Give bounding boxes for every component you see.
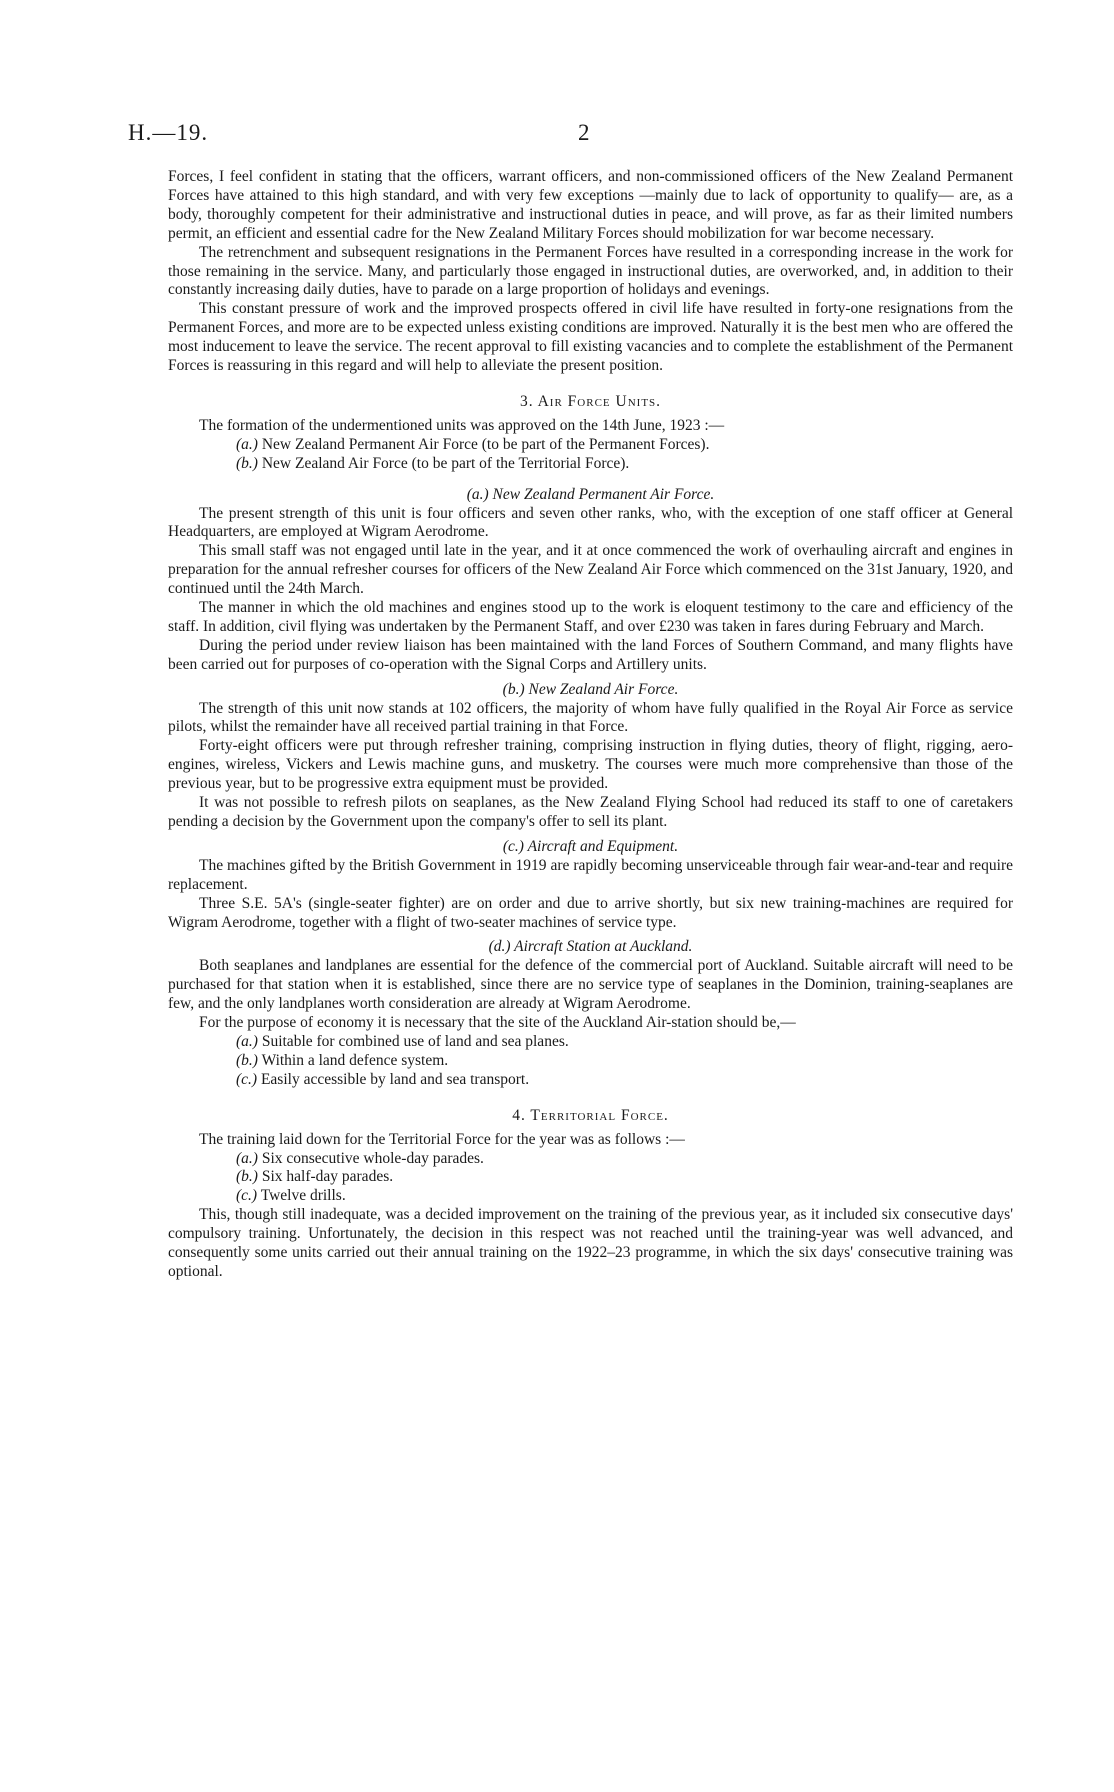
- subsection-heading: (d.) Aircraft Station at Auckland.: [488, 938, 693, 956]
- paragraph: The manner in which the old machines and engines stood up to the work is eloquent testimony to the care and efficiency of the staff. In addition, civil flying was undertaken by the Permanent Staff, and over £230 was taken in fares during February and March.: [168, 599, 1013, 635]
- list-item: (a.) New Zealand Permanent Air Force (to be part of the Permanent Forces).: [236, 435, 710, 453]
- list-item: (b.) Six half-day parades.: [236, 1168, 394, 1186]
- paragraph: The strength of this unit now stands at 102 officers, the majority of whom have fully qualified in the Royal Air Force as service pilots, whilst the remainder have all received partial training in that Force.: [168, 699, 1013, 736]
- paragraph: This, though still inadequate, was a decided improvement on the training of the previous year, as it included six consecutive days' compulsory training. Unfortunately, the decision in this respect was not reached until the training-year was well advanced, and consequently some units carried out their annual training on the 1922–23 programme, in which the six days' consecutive training was optional.: [168, 1206, 1013, 1280]
- paragraph: During the period under review liaison has been maintained with the land Forces of Southern Command, and many flights have been carried out for purposes of co-operation with the Signal Corps and Artillery units.: [168, 636, 1013, 673]
- paragraph: The training laid down for the Territorial Force for the year was as follows :—: [199, 1130, 685, 1148]
- list-item: (a.) Six consecutive whole-day parades.: [236, 1149, 484, 1167]
- list-item: (b.) New Zealand Air Force (to be part of the Territorial Force).: [236, 454, 630, 472]
- paragraph: The present strength of this unit is four officers and seven other ranks, who, with the exception of one staff officer at General Headquarters, are employed at Wigram Aerodrome.: [168, 504, 1013, 541]
- subsection-heading: (b.) New Zealand Air Force.: [502, 680, 679, 698]
- subsection-heading: (c.) Aircraft and Equipment.: [502, 837, 679, 855]
- paragraph: The retrenchment and subsequent resignations in the Permanent Forces have resulted in a corresponding increase in the work for those remaining in the service. Many, and particularly those engaged in instructional duties, are overworked, and, in addition to their constantly increasing daily duties, have to parade on a large proportion of holidays and evenings.: [168, 243, 1013, 299]
- body-text: [168, 168, 1013, 1282]
- paragraph: This small staff was not engaged until late in the year, and it at once commenced the work of overhauling aircraft and engines in preparation for the annual refresher courses for officers of the New Zealand Air Force which commenced on the 31st January, 1920, and continued until the 24th March.: [168, 542, 1013, 598]
- paragraph: Both seaplanes and landplanes are essential for the defence of the commercial port of Auckland. Suitable aircraft will need to be purchased for that station when it is established, since there are no service type of seaplanes in the Dominion, training-seaplanes are few, and the only landplanes worth consideration are already at Wigram Aerodrome.: [168, 957, 1013, 1013]
- section-heading: 3. Air Force Units.: [519, 392, 662, 410]
- paragraph: Forty-eight officers were put through refresher training, comprising instruction in flying duties, theory of flight, rigging, aero-engines, wireless, Vickers and Lewis machine guns, and musketry. The courses were much more comprehensive than those of the previous year, but to be progressive extra equipment must be provided.: [168, 737, 1013, 793]
- paragraph: It was not possible to refresh pilots on seaplanes, as the New Zealand Flying School had reduced its staff to one of caretakers pending a decision by the Government upon the company's offer to sell its plant.: [168, 794, 1013, 830]
- paragraph: Forces, I feel confident in stating that the officers, warrant officers, and non-commissioned officers of the New Zealand Permanent Forces have attained to this high standard, and with very few exceptions —mainly due to lack of opportunity to qualify— are, as a body, thoroughly competent for their administrative and instructional duties in peace, and will prove, as far as their limited numbers permit, an efficient and essential cadre for the New Zealand Military Forces should mobilization for war become necessary.: [168, 168, 1013, 242]
- document-reference: H.—19.: [128, 120, 209, 145]
- subsection-heading: (a.) New Zealand Permanent Air Force.: [466, 485, 715, 503]
- paragraph: The machines gifted by the British Government in 1919 are rapidly becoming unserviceable through fair wear-and-tear and require replacement.: [168, 856, 1013, 893]
- paragraph: The formation of the undermentioned units was approved on the 14th June, 1923 :—: [199, 416, 725, 434]
- section-heading: 4. Territorial Force.: [512, 1106, 669, 1124]
- paragraph: Three S.E. 5A's (single-seater fighter) are on order and due to arrive shortly, but six new training-machines are required for Wigram Aerodrome, together with a flight of two-seater machines of service type.: [168, 894, 1013, 931]
- list-item: (b.) Within a land defence system.: [236, 1051, 449, 1069]
- list-item: (a.) Suitable for combined use of land and sea planes.: [236, 1032, 569, 1050]
- page-number: 2: [578, 120, 590, 145]
- paragraph: For the purpose of economy it is necessary that the site of the Auckland Air-station should be,—: [199, 1014, 796, 1032]
- list-item: (c.) Twelve drills.: [236, 1187, 346, 1205]
- paragraph: This constant pressure of work and the improved prospects offered in civil life have resulted in forty-one resignations from the Permanent Forces, and more are to be expected unless existing conditions are improved. Naturally it is the best men who are offered the most inducement to leave the service. The recent approval to fill existing vacancies and to complete the establishment of the Permanent Forces is reassuring in this regard and will help to alleviate the present position.: [168, 300, 1013, 375]
- list-item: (c.) Easily accessible by land and sea transport.: [236, 1070, 530, 1088]
